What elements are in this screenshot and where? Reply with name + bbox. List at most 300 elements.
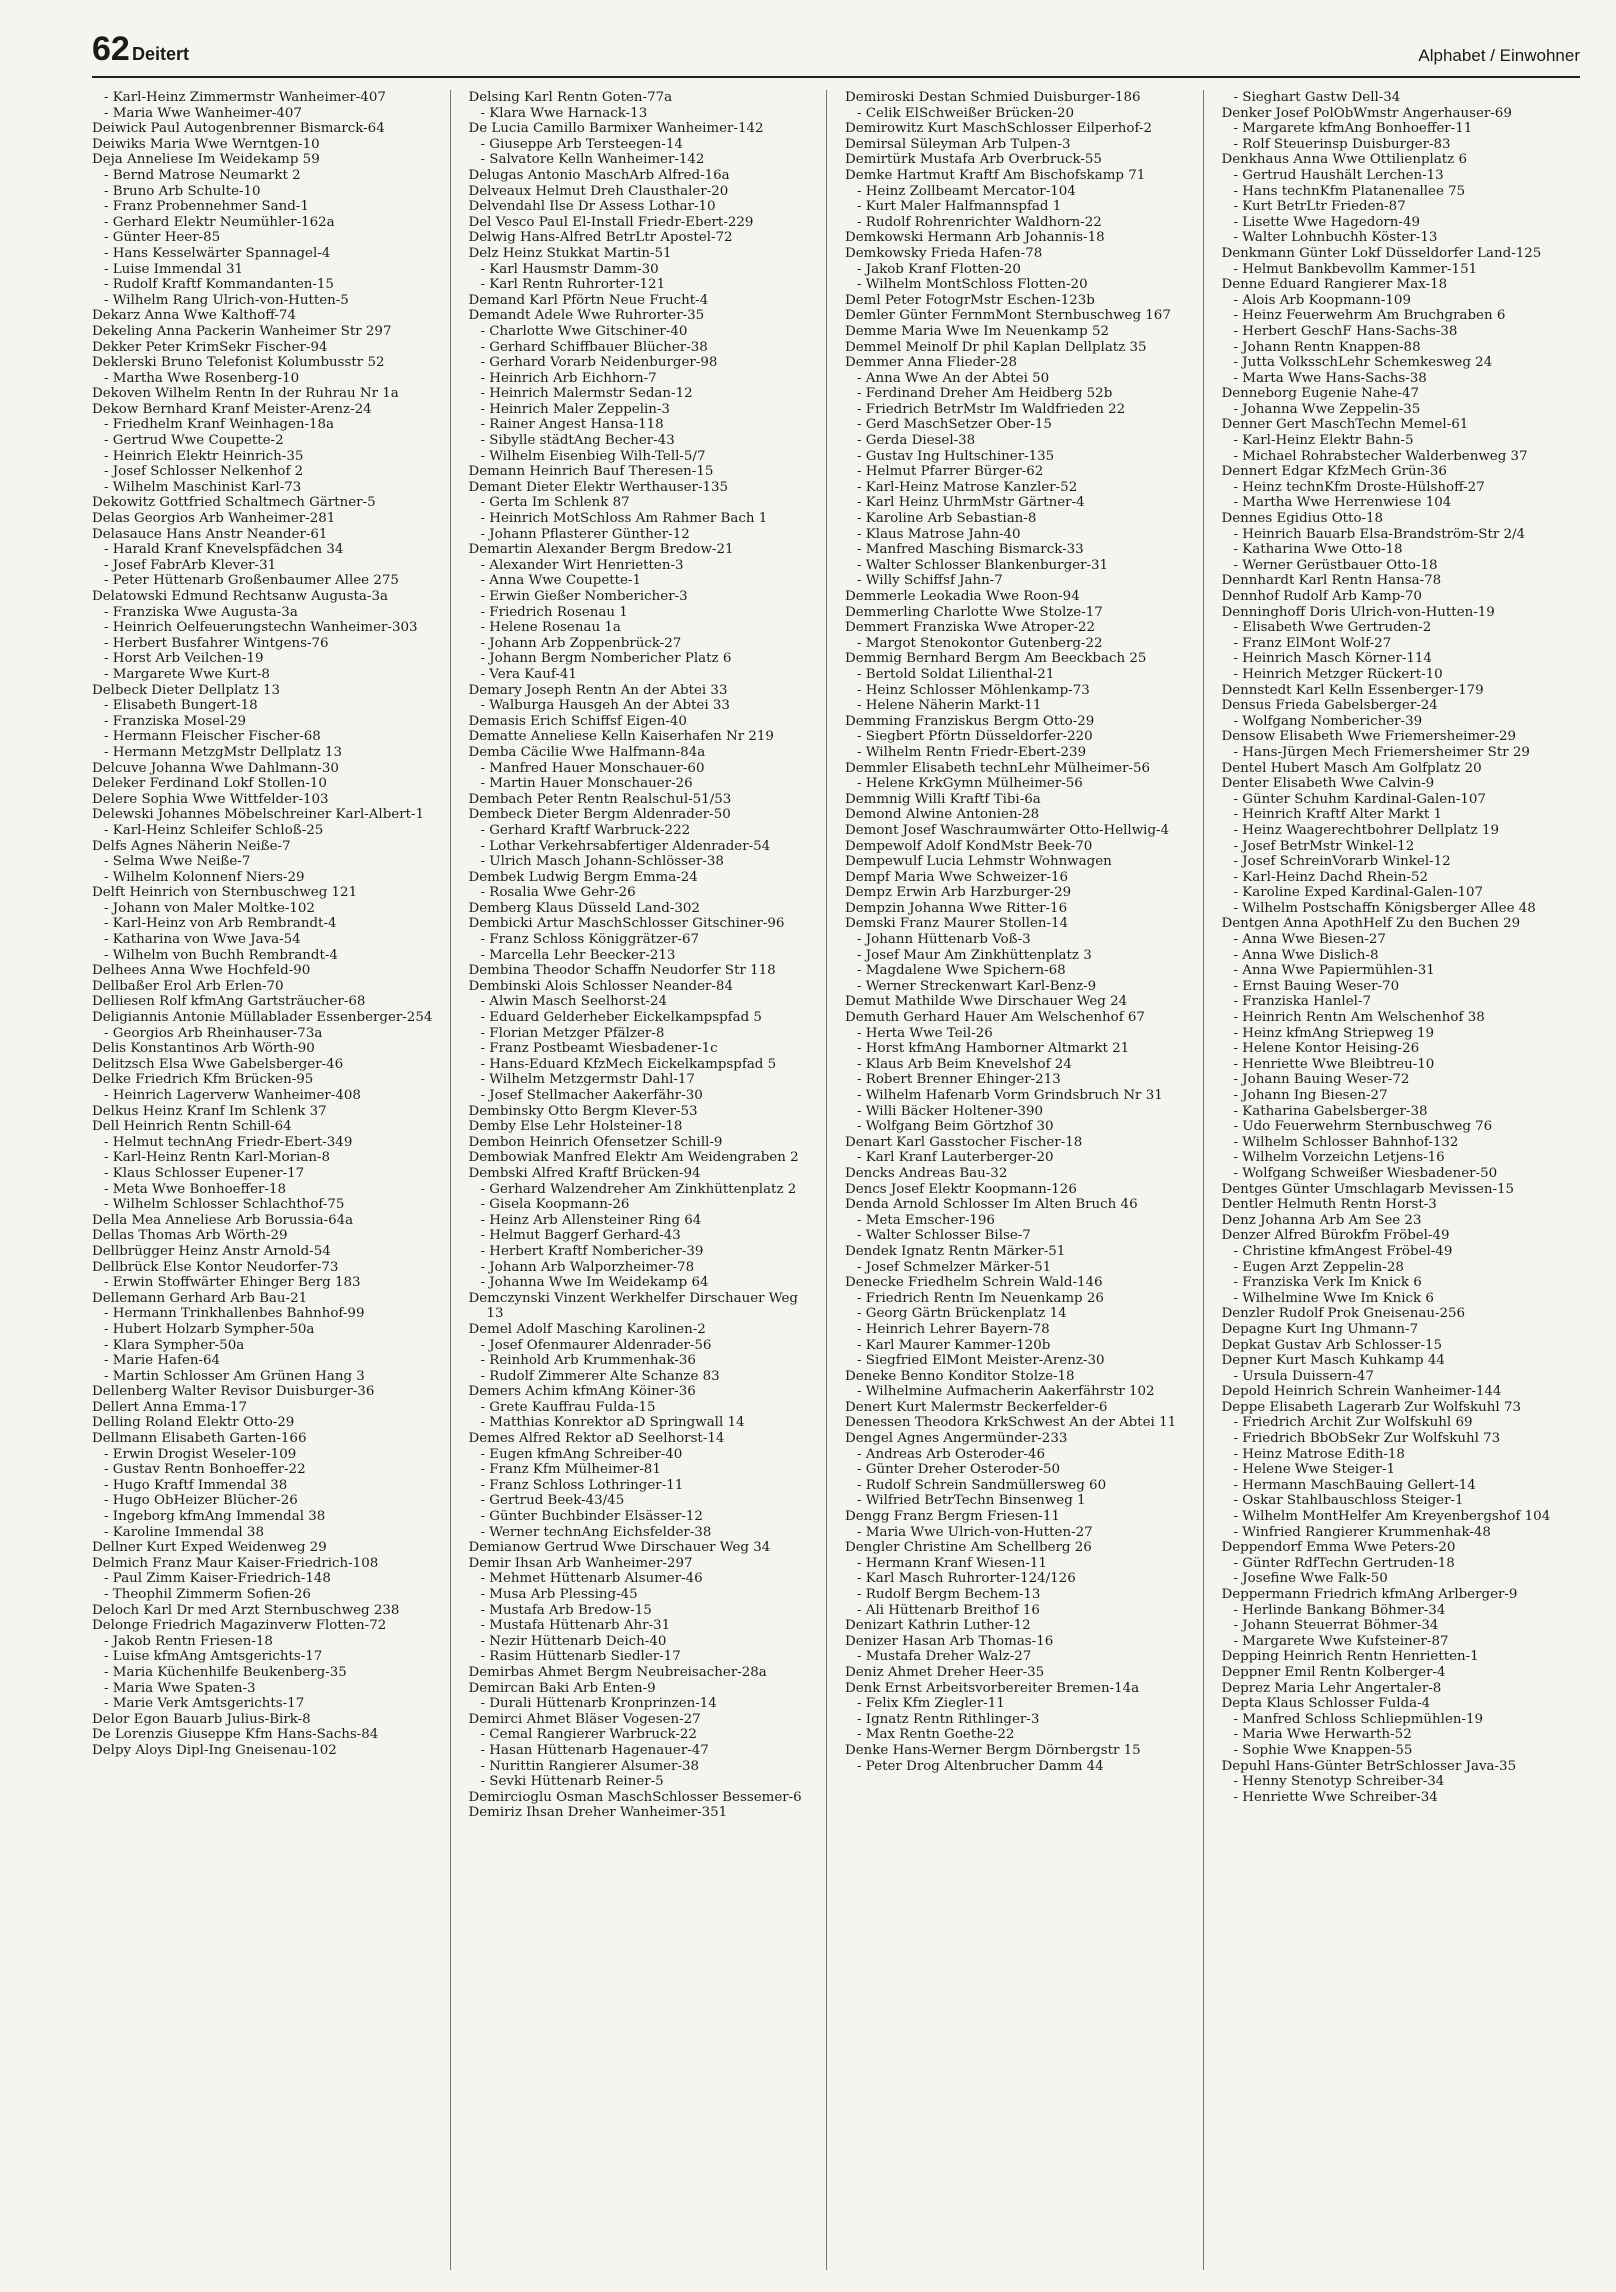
- directory-entry: Demmig Bernhard Bergm Am Beeckbach 25: [845, 651, 1147, 667]
- directory-entry: - Hans Kesselwärter Spannagel-4: [104, 245, 331, 261]
- directory-entry: - Klaus Matrose Jahn-40: [857, 526, 1021, 542]
- directory-entry: - Salvatore Kelln Wanheimer-142: [480, 152, 705, 168]
- directory-entry: Deloch Karl Dr med Arzt Sternbuschweg 238: [92, 1602, 400, 1618]
- directory-entry: - Katharina von Wwe Java-54: [104, 932, 301, 948]
- directory-entry: - Meta Emscher-196: [857, 1212, 995, 1228]
- directory-entry: Denessen Theodora KrkSchwest An der Abtei 11: [845, 1415, 1177, 1431]
- directory-entry: - Ingeborg kfmAng Immendal 38: [104, 1509, 326, 1525]
- directory-entry: Demmerle Leokadia Wwe Roon-94: [845, 589, 1080, 604]
- directory-entry: - Jakob Rentn Friesen-18: [104, 1633, 273, 1649]
- directory-entry: - Margarete kfmAng Bonhoeffer-11: [1233, 121, 1473, 137]
- directory-entry: - Wolfgang Nombericher-39: [1233, 713, 1423, 729]
- directory-entry: - Ali Hüttenarb Breithof 16: [857, 1602, 1040, 1618]
- directory-entry: - Wilfried BetrTechn Binsenweg 1: [857, 1493, 1086, 1509]
- directory-entry: - Heinrich Maler Zeppelin-3: [480, 401, 670, 417]
- directory-entry: - Wilhelm von Buchh Rembrandt-4: [104, 947, 338, 963]
- directory-entry: Dellenberg Walter Revisor Duisburger-36: [92, 1384, 375, 1400]
- directory-entry: - Klaus Arb Beim Knevelshof 24: [857, 1056, 1072, 1072]
- directory-entry: Della Mea Anneliese Arb Borussia-64a: [92, 1212, 354, 1228]
- directory-entry: - Hans technKfm Platanenallee 75: [1233, 183, 1466, 199]
- directory-entry: - Karl Hausmstr Damm-30: [480, 261, 659, 277]
- directory-entry: - Margot Stenokontor Gutenberg-22: [857, 635, 1103, 651]
- directory-entry: - Andreas Arb Osteroder-46: [857, 1446, 1046, 1462]
- directory-entry: - Rudolf Zimmerer Alte Schanze 83: [480, 1368, 720, 1384]
- directory-entry: Delewski Johannes Möbelschreiner Karl-Albert-1: [92, 807, 425, 823]
- directory-entry: Dempewolf Adolf KondMstr Beek-70: [845, 838, 1093, 854]
- directory-entry: Dengel Agnes Angermünder-233: [845, 1431, 1068, 1447]
- directory-entry: Dekowitz Gottfried Schaltmech Gärtner-5: [92, 495, 376, 511]
- directory-entry: Dempz Erwin Arb Harzburger-29: [845, 885, 1072, 901]
- directory-entry: Dekow Bernhard Kranf Meister-Arenz-24: [92, 401, 372, 417]
- directory-entry: - Hans-Eduard KfzMech Eickelkampspfad 5: [480, 1056, 777, 1072]
- directory-entry: - Gerd MaschSetzer Ober-15: [857, 417, 1052, 433]
- directory-entry: Dembon Heinrich Ofensetzer Schill-9: [468, 1134, 723, 1150]
- directory-entry: Deppermann Friedrich kfmAng Arlberger-9: [1221, 1587, 1518, 1602]
- directory-entry: - Jakob Kranf Flotten-20: [857, 261, 1021, 277]
- directory-entry: Delling Roland Elektr Otto-29: [92, 1415, 295, 1431]
- directory-entry: - Hasan Hüttenarb Hagenauer-47: [480, 1742, 709, 1758]
- directory-entry: - Gerhard Elektr Neumühler-162a: [104, 214, 335, 230]
- directory-entry: Denz Johanna Arb Am See 23: [1221, 1212, 1422, 1228]
- directory-entry: - Gerhard Vorarb Neidenburger-98: [480, 355, 718, 371]
- directory-entry: - Alwin Masch Seelhorst-24: [480, 994, 668, 1010]
- directory-entry: Denecke Friedhelm Schrein Wald-146: [845, 1275, 1103, 1291]
- directory-entry: - Friedhelm Kranf Weinhagen-18a: [104, 417, 335, 433]
- directory-entry: - Paul Zimm Kaiser-Friedrich-148: [104, 1571, 331, 1587]
- directory-columns: [92, 90, 1580, 2270]
- directory-entry: - Kurt BetrLtr Frieden-87: [1233, 199, 1406, 215]
- directory-entry: Dennstedt Karl Kelln Essenberger-179: [1221, 682, 1484, 698]
- directory-entry: Dempzin Johanna Wwe Ritter-16: [845, 900, 1068, 916]
- directory-entry: Demmerling Charlotte Wwe Stolze-17: [845, 604, 1103, 620]
- directory-entry: Demartin Alexander Bergm Bredow-21: [468, 542, 734, 558]
- directory-entry: - Ursula Duissern-47: [1233, 1368, 1374, 1384]
- page-header: [92, 28, 1580, 78]
- directory-entry: - Heinz technKfm Droste-Hülshoff-27: [1233, 479, 1485, 495]
- directory-entry: - Wilhelmine Wwe Im Knick 6: [1233, 1290, 1434, 1306]
- directory-entry: - Gertrud Wwe Coupette-2: [104, 433, 284, 449]
- directory-entry: - Klara Wwe Harnack-13: [480, 105, 648, 121]
- directory-entry: - Wilhelm Hafenarb Vorm Grindsbruch Nr 31: [857, 1088, 1163, 1103]
- directory-entry: - Selma Wwe Neiße-7: [104, 854, 251, 870]
- directory-entry: - Vera Kauf-41: [480, 666, 577, 682]
- directory-entry: Demba Cäcilie Wwe Halfmann-84a: [468, 744, 706, 760]
- directory-entry: - Georgios Arb Rheinhauser-73a: [104, 1025, 323, 1041]
- directory-entry: - Durali Hüttenarb Kronprinzen-14: [480, 1696, 717, 1712]
- directory-entry: - Eduard Gelderheber Eickelkampspfad 5: [480, 1010, 762, 1026]
- directory-entry: - Heinz kfmAng Striepweg 19: [1233, 1025, 1434, 1041]
- directory-entry: - Karl Rentn Ruhrorter-121: [480, 277, 666, 293]
- directory-entry: - Heinrich Malermstr Sedan-12: [480, 386, 693, 402]
- directory-entry: - Gertrud Beek-43/45: [480, 1493, 625, 1509]
- directory-entry: Deprez Maria Lehr Angertaler-8: [1221, 1680, 1442, 1696]
- directory-entry: - Karl-Heinz von Arb Rembrandt-4: [104, 916, 337, 932]
- directory-entry: - Matthias Konrektor aD Springwall 14: [480, 1415, 745, 1431]
- directory-entry: Demont Josef Waschraumwärter Otto-Hellwig-4: [845, 822, 1170, 838]
- directory-entry: Denninghoff Doris Ulrich-von-Hutten-19: [1221, 604, 1495, 620]
- directory-entry: - Sophie Wwe Knappen-55: [1233, 1742, 1413, 1758]
- directory-entry: - Erwin Drogist Weseler-109: [104, 1446, 297, 1462]
- directory-entry: - Johann Arb Walporzheimer-78: [480, 1259, 695, 1275]
- directory-entry: Dellas Thomas Arb Wörth-29: [92, 1228, 288, 1244]
- directory-entry: - Udo Feuerwehrm Sternbuschweg 76: [1233, 1119, 1493, 1135]
- directory-entry: Demary Joseph Rentn An der Abtei 33: [468, 682, 728, 698]
- directory-entry: - Karl Heinz UhrmMstr Gärtner-4: [857, 495, 1085, 511]
- directory-entry: Dentges Günter Umschlagarb Mevissen-15: [1221, 1181, 1515, 1197]
- directory-entry: Denk Ernst Arbeitsvorbereiter Bremen-14a: [845, 1680, 1140, 1696]
- directory-entry: De Lucia Camillo Barmixer Wanheimer-142: [468, 121, 764, 137]
- directory-entry: - Heinz Feuerwehrm Am Bruchgraben 6: [1233, 308, 1506, 324]
- directory-entry: - Wilhelm Rentn Friedr-Ebert-239: [857, 744, 1087, 760]
- directory-entry: - Johann Bauing Weser-72: [1233, 1072, 1410, 1088]
- directory-entry: - Walter Schlosser Blankenburger-31: [857, 557, 1109, 573]
- directory-entry: - Gerhard Kraftf Warbruck-222: [480, 822, 691, 838]
- directory-entry: Demers Achim kfmAng Köiner-36: [468, 1384, 696, 1400]
- directory-entry: - Josef Maur Am Zinkhüttenplatz 3: [857, 947, 1092, 963]
- directory-entry: - Katharina Gabelsberger-38: [1233, 1103, 1428, 1119]
- directory-entry: - Gerda Diesel-38: [857, 433, 976, 449]
- directory-entry: - Rosalia Wwe Gehr-26: [480, 885, 636, 901]
- directory-entry: Dengg Franz Bergm Friesen-11: [845, 1509, 1060, 1525]
- directory-entry: Deppner Emil Rentn Kolberger-4: [1221, 1664, 1446, 1680]
- directory-entry: - Erwin Stoffwärter Ehinger Berg 183: [104, 1275, 361, 1291]
- directory-entry: - Helmut Pfarrer Bürger-62: [857, 464, 1044, 480]
- directory-entry: - Manfred Hauer Monschauer-60: [480, 760, 705, 776]
- directory-entry: Dencks Andreas Bau-32: [845, 1165, 1008, 1181]
- directory-entry: - Wilhelm Metzgermstr Dahl-17: [480, 1072, 695, 1088]
- directory-entry: - Lothar Verkehrsabfertiger Aldenrader-54: [480, 838, 771, 854]
- directory-entry: - Helmut Baggerf Gerhard-43: [480, 1228, 681, 1244]
- directory-entry: - Henriette Wwe Schreiber-34: [1233, 1789, 1438, 1805]
- directory-entry: - Theophil Zimmerm Sofien-26: [104, 1587, 311, 1602]
- page-number: 62: [92, 30, 130, 68]
- directory-entry: - Felix Kfm Ziegler-11: [857, 1696, 1005, 1712]
- directory-entry: - Wilhelmine Aufmacherin Aakerfährstr 102: [857, 1384, 1155, 1400]
- directory-entry: - Johann von Maler Moltke-102: [104, 900, 315, 916]
- directory-entry: - Heinrich Metzger Rückert-10: [1233, 666, 1443, 682]
- directory-entry: - Mustafa Arb Bredow-15: [480, 1602, 652, 1618]
- directory-entry: - Gustav Rentn Bonhoeffer-22: [104, 1462, 306, 1478]
- directory-entry: - Herlinde Bankang Böhmer-34: [1233, 1602, 1446, 1618]
- directory-entry: Deligiannis Antonie Müllablader Essenberger-254: [92, 1010, 433, 1026]
- directory-entry: - Sibylle städtAng Becher-43: [480, 433, 675, 449]
- directory-entry: - Manfred Schloss Schliepmühlen-19: [1233, 1711, 1484, 1727]
- directory-entry: - Hugo Kraftf Immendal 38: [104, 1477, 288, 1493]
- directory-entry: - Wilhelm MontSchloss Flotten-20: [857, 277, 1088, 293]
- directory-entry: - Franziska Verk Im Knick 6: [1233, 1275, 1422, 1291]
- directory-entry: - Johann Rentn Knappen-88: [1233, 339, 1421, 355]
- directory-entry: - Heinrich Oelfeuerungstechn Wanheimer-303: [104, 620, 418, 636]
- directory-entry: - Manfred Masching Bismarck-33: [857, 542, 1084, 558]
- directory-entry: - Luise kfmAng Amtsgerichts-17: [104, 1649, 323, 1665]
- directory-entry: Delmich Franz Maur Kaiser-Friedrich-108: [92, 1555, 379, 1571]
- directory-entry: - Klara Sympher-50a: [104, 1337, 245, 1353]
- directory-entry: - Maria Küchenhilfe Beukenberg-35: [104, 1664, 347, 1680]
- directory-entry: Dekoven Wilhelm Rentn In der Ruhrau Nr 1a: [92, 386, 399, 402]
- directory-entry: Denner Gert MaschTechn Memel-61: [1221, 417, 1469, 433]
- directory-entry: - Mustafa Hüttenarb Ahr-31: [480, 1618, 671, 1634]
- directory-entry: Delz Heinz Stukkat Martin-51: [468, 245, 672, 261]
- directory-entry: Denkmann Günter Lokf Düsseldorfer Land-125: [1221, 245, 1542, 261]
- directory-entry: - Rudolf Bergm Bechem-13: [857, 1587, 1041, 1602]
- directory-entry: - Giuseppe Arb Tersteegen-14: [480, 136, 683, 152]
- directory-entry: - Friedrich Rentn Im Neuenkamp 26: [857, 1290, 1104, 1306]
- directory-entry: - Christine kfmAngest Fröbel-49: [1233, 1243, 1453, 1259]
- directory-entry: - Sevki Hüttenarb Reiner-5: [480, 1774, 664, 1790]
- directory-entry: - Margarete Wwe Kurt-8: [104, 666, 270, 682]
- directory-entry: Dembinsky Otto Bergm Klever-53: [468, 1103, 698, 1119]
- directory-entry: - Anna Wwe Coupette-1: [480, 573, 642, 589]
- directory-entry: - Hermann MaschBauing Gellert-14: [1233, 1477, 1476, 1493]
- directory-entry: - Elisabeth Bungert-18: [104, 698, 258, 714]
- directory-entry: - Lisette Wwe Hagedorn-49: [1233, 214, 1420, 230]
- directory-entry: - Karl Masch Ruhrorter-124/126: [857, 1571, 1076, 1587]
- directory-entry: - Günter Schuhm Kardinal-Galen-107: [1233, 791, 1486, 807]
- directory-entry: Depagne Kurt Ing Uhmann-7: [1221, 1321, 1419, 1337]
- directory-column-3: [845, 90, 1204, 2270]
- directory-entry: - Bertold Soldat Lilienthal-21: [857, 666, 1055, 682]
- directory-entry: - Helmut technAng Friedr-Ebert-349: [104, 1134, 353, 1150]
- directory-entry: - Karl-Heinz Zimmermstr Wanheimer-407: [104, 90, 386, 105]
- directory-entry: - Rudolf Kraftf Kommandanten-15: [104, 277, 334, 293]
- directory-entry: Demir Ihsan Arb Wanheimer-297: [468, 1555, 693, 1571]
- directory-entry: Dembinski Alois Schlosser Neander-84: [468, 978, 733, 994]
- directory-entry: Demmnig Willi Kraftf Tibi-6a: [845, 791, 1041, 807]
- directory-entry: - Nezir Hüttenarb Deich-40: [480, 1633, 667, 1649]
- directory-entry: - Josef SchreinVorarb Winkel-12: [1233, 854, 1451, 870]
- directory-entry: Demand Karl Pförtn Neue Frucht-4: [468, 292, 709, 308]
- directory-entry: - Wilhelm MontHelfer Am Kreyenbergshof 104: [1233, 1509, 1551, 1525]
- directory-entry: Demski Franz Maurer Stollen-14: [845, 916, 1069, 932]
- directory-entry: Dembowiak Manfred Elektr Am Weidengraben 2: [468, 1150, 799, 1166]
- directory-entry: - Margarete Wwe Kufsteiner-87: [1233, 1633, 1449, 1649]
- directory-entry: - Helene Rosenau 1a: [480, 620, 621, 636]
- directory-entry: - Gerhard Schiffbauer Blücher-38: [480, 339, 708, 355]
- directory-entry: - Heinz Zollbeamt Mercator-104: [857, 183, 1076, 199]
- directory-entry: Dellbrügger Heinz Anstr Arnold-54: [92, 1243, 331, 1259]
- directory-entry: Delitzsch Elsa Wwe Gabelsberger-46: [92, 1056, 344, 1072]
- directory-entry: - Franz Postbeamt Wiesbadener-1c: [480, 1041, 718, 1057]
- directory-entry: Demandt Adele Wwe Ruhrorter-35: [468, 308, 705, 324]
- directory-entry: - Herbert Kraftf Nombericher-39: [480, 1243, 704, 1259]
- directory-entry: - Karoline Arb Sebastian-8: [857, 511, 1037, 527]
- directory-entry: - Johann Ing Biesen-27: [1233, 1088, 1388, 1103]
- directory-entry: Depkat Gustav Arb Schlosser-15: [1221, 1337, 1443, 1353]
- directory-entry: Depuhl Hans-Günter BetrSchlosser Java-35: [1221, 1758, 1517, 1774]
- directory-entry: - Karl-Heinz Elektr Bahn-5: [1233, 433, 1414, 449]
- directory-entry: Delft Heinrich von Sternbuschweg 121: [92, 885, 358, 901]
- directory-entry: - Friedrich Archit Zur Wolfskuhl 69: [1233, 1415, 1473, 1431]
- directory-entry: - Bruno Arb Schulte-10: [104, 183, 261, 199]
- directory-entry: Dembina Theodor Schaffn Neudorfer Str 118: [468, 963, 776, 979]
- directory-entry: - Meta Wwe Bonhoeffer-18: [104, 1181, 286, 1197]
- directory-entry: Denne Eduard Rangierer Max-18: [1221, 277, 1448, 293]
- directory-entry: Denart Karl Gasstocher Fischer-18: [845, 1134, 1083, 1150]
- directory-entry: - Erwin Gießer Nombericher-3: [480, 589, 688, 604]
- directory-entry: - Wilhelm Postschaffn Königsberger Allee 48: [1233, 900, 1536, 916]
- directory-entry: - Rolf Steuerinsp Duisburger-83: [1233, 136, 1451, 152]
- directory-entry: - Reinhold Arb Krummenhak-36: [480, 1353, 696, 1369]
- directory-entry: Depping Heinrich Rentn Henrietten-1: [1221, 1649, 1479, 1665]
- directory-entry: - Walburga Hausgeh An der Abtei 33: [480, 698, 730, 714]
- directory-entry: - Helene Kontor Heising-26: [1233, 1041, 1420, 1057]
- directory-entry: Delkus Heinz Kranf Im Schlenk 37: [92, 1103, 327, 1119]
- directory-entry: - Peter Hüttenarb Großenbaumer Allee 275: [104, 573, 399, 589]
- directory-entry: Delasauce Hans Anstr Neander-61: [92, 526, 328, 542]
- directory-entry: - Karl-Heinz Matrose Kanzler-52: [857, 479, 1078, 495]
- directory-entry: - Ignatz Rentn Rithlinger-3: [857, 1711, 1040, 1727]
- directory-entry: - Ulrich Masch Johann-Schlösser-38: [480, 854, 724, 870]
- directory-entry: - Wilhelm Rang Ulrich-von-Hutten-5: [104, 292, 349, 308]
- directory-entry: - Alexander Wirt Henrietten-3: [480, 557, 684, 573]
- directory-entry: - Johanna Wwe Zeppelin-35: [1233, 401, 1421, 417]
- directory-entry: Denter Elisabeth Wwe Calvin-9: [1221, 776, 1435, 792]
- directory-entry: - Herbert Busfahrer Wintgens-76: [104, 635, 329, 651]
- directory-entry: - Rudolf Schrein Sandmüllersweg 60: [857, 1477, 1107, 1493]
- directory-entry: Deniz Ahmet Dreher Heer-35: [845, 1664, 1045, 1680]
- directory-entry: - Gerta Im Schlenk 87: [480, 495, 630, 511]
- running-head-name: Deitert: [132, 44, 190, 64]
- directory-entry: - Johanna Wwe Im Weidekamp 64: [480, 1275, 709, 1291]
- directory-entry: - Henny Stenotyp Schreiber-34: [1233, 1774, 1445, 1790]
- directory-entry: Depner Kurt Masch Kuhkamp 44: [1221, 1353, 1445, 1369]
- directory-entry: Demircan Baki Arb Enten-9: [468, 1680, 656, 1696]
- directory-entry: - Rudolf Rohrenrichter Waldhorn-22: [857, 214, 1102, 230]
- directory-entry: Deml Peter FotogrMstr Eschen-123b: [845, 292, 1095, 308]
- directory-entry: Delke Friedrich Kfm Brücken-95: [92, 1072, 314, 1088]
- directory-entry: Delonge Friedrich Magazinverw Flotten-72: [92, 1618, 387, 1634]
- directory-entry: - Robert Brenner Ehinger-213: [857, 1072, 1061, 1088]
- directory-entry: - Martha Wwe Herrenwiese 104: [1233, 495, 1452, 511]
- directory-entry: Dekeling Anna Packerin Wanheimer Str 297: [92, 323, 392, 339]
- directory-entry: - Horst kfmAng Hamborner Altmarkt 21: [857, 1041, 1130, 1057]
- directory-entry: Delugas Antonio MaschArb Alfred-16a: [468, 167, 730, 183]
- directory-entry: Dennhardt Karl Rentn Hansa-78: [1221, 573, 1442, 589]
- directory-entry: Dennes Egidius Otto-18: [1221, 511, 1384, 527]
- directory-entry: - Wilhelm Vorzeichn Letjens-16: [1233, 1150, 1445, 1166]
- directory-entry: - Siegbert Pförtn Düsseldorfer-220: [857, 729, 1093, 745]
- directory-entry: Dellner Kurt Exped Weidenweg 29: [92, 1540, 327, 1556]
- directory-entry: - Gisela Koopmann-26: [480, 1197, 630, 1213]
- directory-entry: Dembicki Artur MaschSchlosser Gitschiner-96: [468, 916, 785, 932]
- directory-entry: - Siegfried ElMont Meister-Arenz-30: [857, 1353, 1105, 1369]
- directory-entry: - Jutta VolksschLehr Schemkesweg 24: [1233, 355, 1493, 371]
- directory-entry: - Franz Kfm Mülheimer-81: [480, 1462, 661, 1478]
- directory-entry: Demant Dieter Elektr Werthauser-135: [468, 479, 729, 495]
- directory-entry: - Karl Kranf Lauterberger-20: [857, 1150, 1054, 1166]
- directory-entry: Denzer Alfred Bürokfm Fröbel-49: [1221, 1228, 1450, 1244]
- directory-entry: Demut Mathilde Wwe Dirschauer Weg 24: [845, 994, 1128, 1010]
- directory-entry: Demann Heinrich Bauf Theresen-15: [468, 464, 714, 480]
- directory-entry: Demmer Anna Flieder-28: [845, 355, 1018, 371]
- directory-entry: - Gustav Ing Hultschiner-135: [857, 448, 1055, 464]
- directory-entry: - Walter Schlosser Bilse-7: [857, 1228, 1031, 1244]
- directory-entry: - Johann Bergm Nombericher Platz 6: [480, 651, 732, 667]
- directory-entry: Deppendorf Emma Wwe Peters-20: [1221, 1540, 1456, 1556]
- directory-entry: Demczynski Vinzent Werkhelfer Dirschauer Weg 13: [468, 1290, 798, 1322]
- directory-entry: Delas Georgios Arb Wanheimer-281: [92, 511, 336, 527]
- directory-entry: Delsing Karl Rentn Goten-77a: [468, 90, 673, 105]
- directory-entry: - Wilhelm Maschinist Karl-73: [104, 479, 302, 495]
- directory-entry: Dennert Edgar KfzMech Grün-36: [1221, 464, 1447, 480]
- directory-entry: Demirowitz Kurt MaschSchlosser Eilperhof-2: [845, 121, 1153, 137]
- directory-entry: - Franz Probennehmer Sand-1: [104, 199, 309, 215]
- directory-entry: - Hermann MetzgMstr Dellplatz 13: [104, 744, 343, 760]
- directory-entry: Dell Heinrich Rentn Schill-64: [92, 1119, 292, 1135]
- directory-entry: - Max Rentn Goethe-22: [857, 1727, 1015, 1743]
- directory-entry: Demircioglu Osman MaschSchlosser Bessemer-6: [468, 1789, 802, 1805]
- directory-entry: - Franziska Wwe Augusta-3a: [104, 604, 298, 620]
- directory-entry: - Werner Streckenwart Karl-Benz-9: [857, 978, 1097, 994]
- directory-entry: Dentler Helmuth Rentn Horst-3: [1221, 1197, 1437, 1213]
- directory-entry: Demmel Meinolf Dr phil Kaplan Dellplatz 35: [845, 339, 1147, 355]
- directory-entry: Demmler Elisabeth technLehr Mülheimer-56: [845, 760, 1151, 776]
- directory-entry: - Hans-Jürgen Mech Friemersheimer Str 29: [1233, 744, 1530, 760]
- directory-entry: - Franziska Hanlel-7: [1233, 994, 1371, 1010]
- directory-entry: - Karl Maurer Kammer-120b: [857, 1337, 1051, 1353]
- directory-entry: Dentgen Anna ApothHelf Zu den Buchen 29: [1221, 916, 1521, 932]
- directory-entry: - Heinrich Rentn Am Welschenhof 38: [1233, 1010, 1485, 1026]
- directory-entry: - Günter Heer-85: [104, 230, 221, 246]
- directory-entry: - Heinrich Lagerverw Wanheimer-408: [104, 1088, 361, 1103]
- directory-entry: - Winfried Rangierer Krummenhak-48: [1233, 1524, 1491, 1540]
- directory-entry: - Heinrich Elektr Heinrich-35: [104, 448, 304, 464]
- directory-column-1: [92, 90, 451, 2270]
- directory-entry: - Heinz Schlosser Möhlenkamp-73: [857, 682, 1090, 698]
- directory-entry: Densus Frieda Gabelsberger-24: [1221, 698, 1438, 714]
- directory-entry: - Heinrich Lehrer Bayern-78: [857, 1321, 1050, 1337]
- directory-entry: - Rasim Hüttenarb Siedler-17: [480, 1649, 681, 1665]
- directory-entry: Demirsal Süleyman Arb Tulpen-3: [845, 136, 1071, 152]
- directory-entry: - Henriette Wwe Bleibtreu-10: [1233, 1056, 1435, 1072]
- directory-entry: - Wilhelm Schlosser Schlachthof-75: [104, 1197, 345, 1213]
- directory-entry: Deja Anneliese Im Weidekamp 59: [92, 152, 320, 168]
- directory-entry: - Hugo ObHeizer Blücher-26: [104, 1493, 298, 1509]
- directory-entry: - Katharina Wwe Otto-18: [1233, 542, 1403, 558]
- directory-entry: - Josef Stellmacher Aakerfähr-30: [480, 1088, 703, 1103]
- directory-entry: Deneke Benno Konditor Stolze-18: [845, 1368, 1075, 1384]
- directory-entry: - Helene KrkGymn Mülheimer-56: [857, 776, 1083, 792]
- directory-entry: Dencs Josef Elektr Koopmann-126: [845, 1181, 1077, 1197]
- directory-entry: Dekarz Anna Wwe Kalthoff-74: [92, 308, 296, 324]
- directory-entry: - Alois Arb Koopmann-109: [1233, 292, 1411, 308]
- directory-entry: - Celik ElSchweißer Brücken-20: [857, 105, 1075, 121]
- directory-entry: Demme Maria Wwe Im Neuenkamp 52: [845, 323, 1109, 339]
- directory-entry: - Franz ElMont Wolf-27: [1233, 635, 1392, 651]
- directory-entry: Dembeck Dieter Bergm Aldenrader-50: [468, 807, 731, 823]
- directory-entry: - Anna Wwe Dislich-8: [1233, 947, 1379, 963]
- directory-entry: - Marta Wwe Hans-Sachs-38: [1233, 370, 1427, 386]
- directory-entry: - Hermann Kranf Wiesen-11: [857, 1555, 1047, 1571]
- directory-entry: Dentel Hubert Masch Am Golfplatz 20: [1221, 760, 1482, 776]
- directory-entry: - Franz Schloss Königgrätzer-67: [480, 932, 699, 948]
- directory-entry: Demes Alfred Rektor aD Seelhorst-14: [468, 1431, 725, 1447]
- directory-entry: - Willi Bäcker Holtener-390: [857, 1103, 1044, 1119]
- directory-entry: - Karoline Immendal 38: [104, 1524, 264, 1540]
- directory-entry: - Nurittin Rangierer Alsumer-38: [480, 1758, 700, 1774]
- directory-entry: - Maria Wwe Spaten-3: [104, 1680, 256, 1696]
- directory-entry: - Maria Wwe Ulrich-von-Hutten-27: [857, 1524, 1093, 1540]
- directory-entry: Delwig Hans-Alfred BetrLtr Apostel-72: [468, 230, 733, 246]
- section-title: Alphabet / Einwohner: [1418, 46, 1580, 65]
- directory-entry: Demasis Erich Schiffsf Eigen-40: [468, 713, 687, 729]
- directory-entry: - Cemal Rangierer Warbruck-22: [480, 1727, 697, 1743]
- directory-entry: Demkowski Hermann Arb Johannis-18: [845, 230, 1105, 246]
- directory-entry: Demuth Gerhard Hauer Am Welschenhof 67: [845, 1010, 1145, 1026]
- directory-entry: - Hermann Trinkhallenbes Bahnhof-99: [104, 1306, 365, 1322]
- directory-entry: - Wolfgang Beim Görtzhof 30: [857, 1119, 1054, 1135]
- directory-entry: Denzler Rudolf Prok Gneisenau-256: [1221, 1306, 1466, 1322]
